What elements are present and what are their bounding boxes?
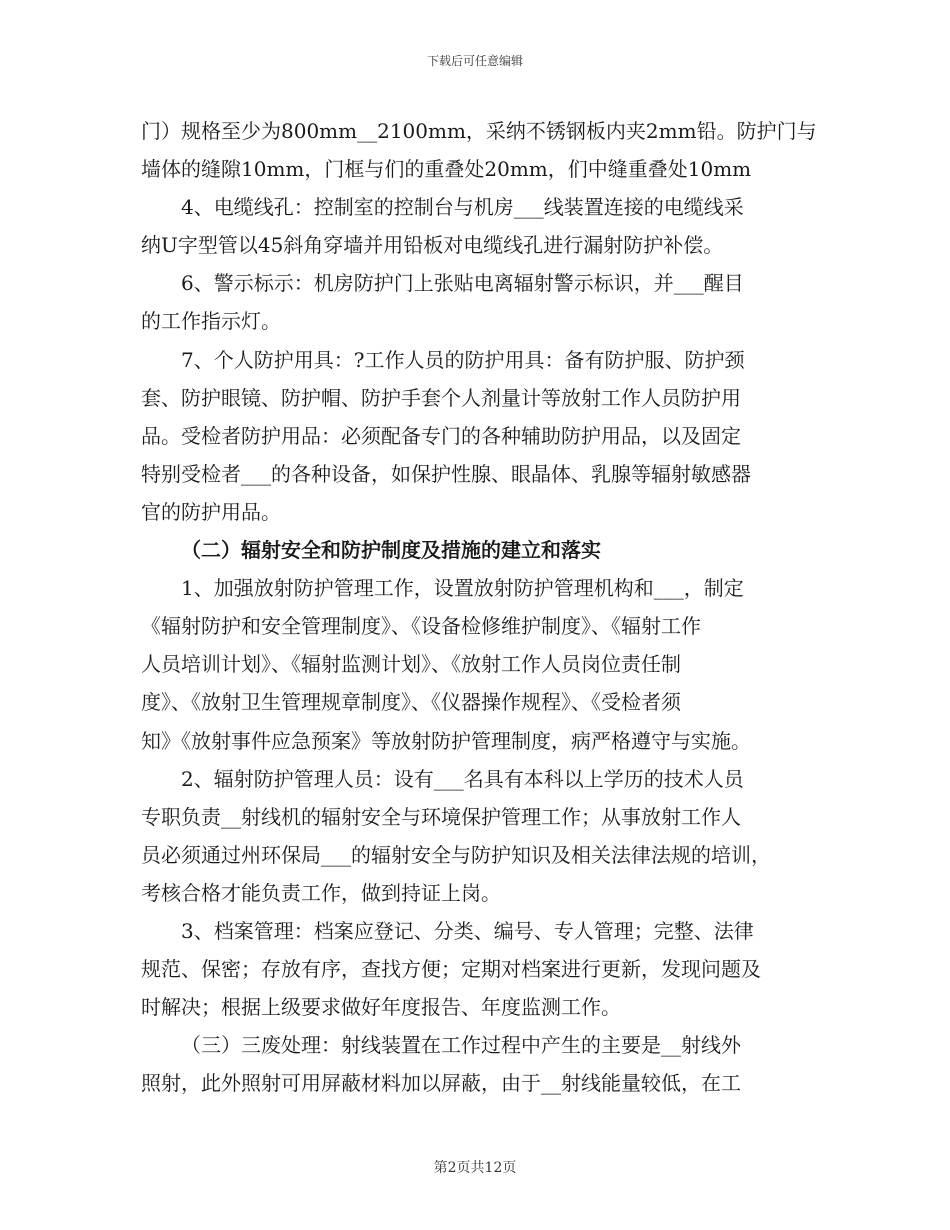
text-line: 照射，此外照射可用屏蔽材料加以屏蔽，由于__射线能量较低，在工: [141, 1071, 741, 1096]
text-line: （三）三废处理：射线装置在工作过程中产生的主要是__射线外: [181, 1033, 741, 1058]
text-line: 套、防护眼镜、防护帽、防护手套个人剂量计等放射工作人员防护用: [141, 385, 741, 410]
text-line: 专职负责__射线机的辐射安全与环境保护管理工作；从事放射工作人: [141, 804, 741, 829]
page-number: 第2页共12页: [433, 1160, 517, 1176]
text-line: 7、个人防护用具：?工作人员的防护用具：备有防护服、防护颈: [181, 347, 745, 372]
text-line: 官的防护用品。: [141, 499, 281, 524]
document-body: [141, 112, 817, 1102]
section-heading: （二）辐射安全和防护制度及措施的建立和落实: [181, 538, 601, 563]
text-line: 知》《放射事件应急预案》等放射防护管理制度，病严格遵守与实施。: [141, 728, 751, 753]
page-header: 下载后可任意编辑: [426, 54, 523, 68]
text-line: 规范、保密；存放有序，查找方便；定期对档案进行更新，发现问题及: [141, 957, 761, 982]
text-line: 3、档案管理：档案应登记、分类、编号、专人管理；完整、法律: [181, 918, 754, 943]
text-line: 时解决；根据上级要求做好年度报告、年度监测工作。: [141, 995, 621, 1020]
text-line: 人员培训计划》、《辐射监测计划》、《放射工作人员岗位责任制: [141, 652, 681, 677]
text-line: 4、电缆线孔：控制室的控制台与机房___线装置连接的电缆线采: [181, 195, 744, 220]
text-line: 纳U字型管以45斜角穿墙并用铅板对电缆线孔进行漏射防护补偿。: [141, 233, 724, 258]
text-line: 特别受检者___的各种设备，如保护性腺、眼晶体、乳腺等辐射敏感器: [141, 461, 751, 486]
text-line: 考核合格才能负责工作，做到持证上岗。: [141, 880, 501, 905]
text-line: 员必须通过州环保局___的辐射安全与防护知识及相关法律法规的培训，: [141, 842, 771, 867]
text-line: 《辐射防护和安全管理制度》、《设备检修维护制度》、《辐射工作: [141, 614, 701, 639]
text-line: 品。受检者防护用品：必须配备专门的各种辅助防护用品，以及固定: [141, 423, 741, 448]
text-line: 1、加强放射防护管理工作，设置放射防护管理机构和___，制定: [181, 576, 744, 601]
text-line: 6、警示标示：机房防护门上张贴电离辐射警示标识，并___醒目: [181, 271, 744, 296]
text-line: 度》、《放射卫生管理规章制度》、《仪器操作规程》、《受检者须: [141, 690, 681, 715]
text-line: 墙体的缝隙10mm，门框与们的重叠处20mm，们中缝重叠处10mm: [141, 157, 752, 182]
text-line: 2、辐射防护管理人员：设有___名具有本科以上学历的技术人员: [181, 766, 744, 791]
text-line: 的工作指示灯。: [141, 309, 281, 334]
text-line: 门）规格至少为800mm__2100mm，采纳不锈钢板内夹2mm铅。防护门与: [141, 119, 817, 143]
